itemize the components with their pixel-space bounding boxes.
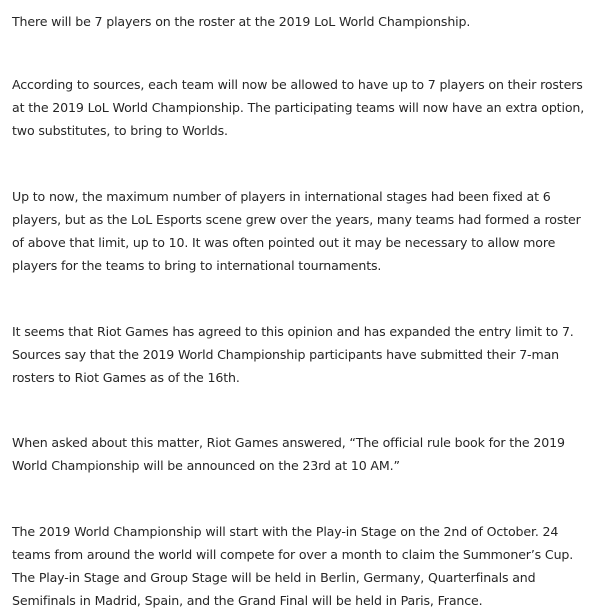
article-paragraph: It seems that Riot Games has agreed to this opinion and has expanded the entry limit to 7. Sources say that the 2019 World Championship participants have submitted their 7-man rosters to Riot Games as of the 16th. [12,324,574,385]
article-paragraph: The 2019 World Championship will start with the Play-in Stage on the 2nd of October. 24 teams from around the world will compete for over a month to claim the Summoner’s Cup. The Play-in Stage and Group Stage will be held in Berlin, Germany, Quarterfinals and Semifinals in Madrid, Spain, and the Grand Final will be held in Paris, France. [12,524,574,608]
article-body [12,10,586,612]
article-lead-paragraph: There will be 7 players on the roster at the 2019 LoL World Championship. [12,14,471,29]
article-paragraph: According to sources, each team will now be allowed to have up to 7 players on their rosters at the 2019 LoL World Championship. The participating teams will now have an extra option, two substitutes, to bring to Worlds. [12,77,585,138]
article-quote-paragraph: When asked about this matter, Riot Games answered, “The official rule book for the 2019 World Championship will be announced on the 23rd at 10 AM.” [12,435,565,473]
article-paragraph: Up to now, the maximum number of players in international stages had been fixed at 6 players, but as the LoL Esports scene grew over the years, many teams had formed a roster of above that limit, up to 10. It was often pointed out it may be necessary to allow more players for the teams to bring to international tournaments. [12,189,581,273]
